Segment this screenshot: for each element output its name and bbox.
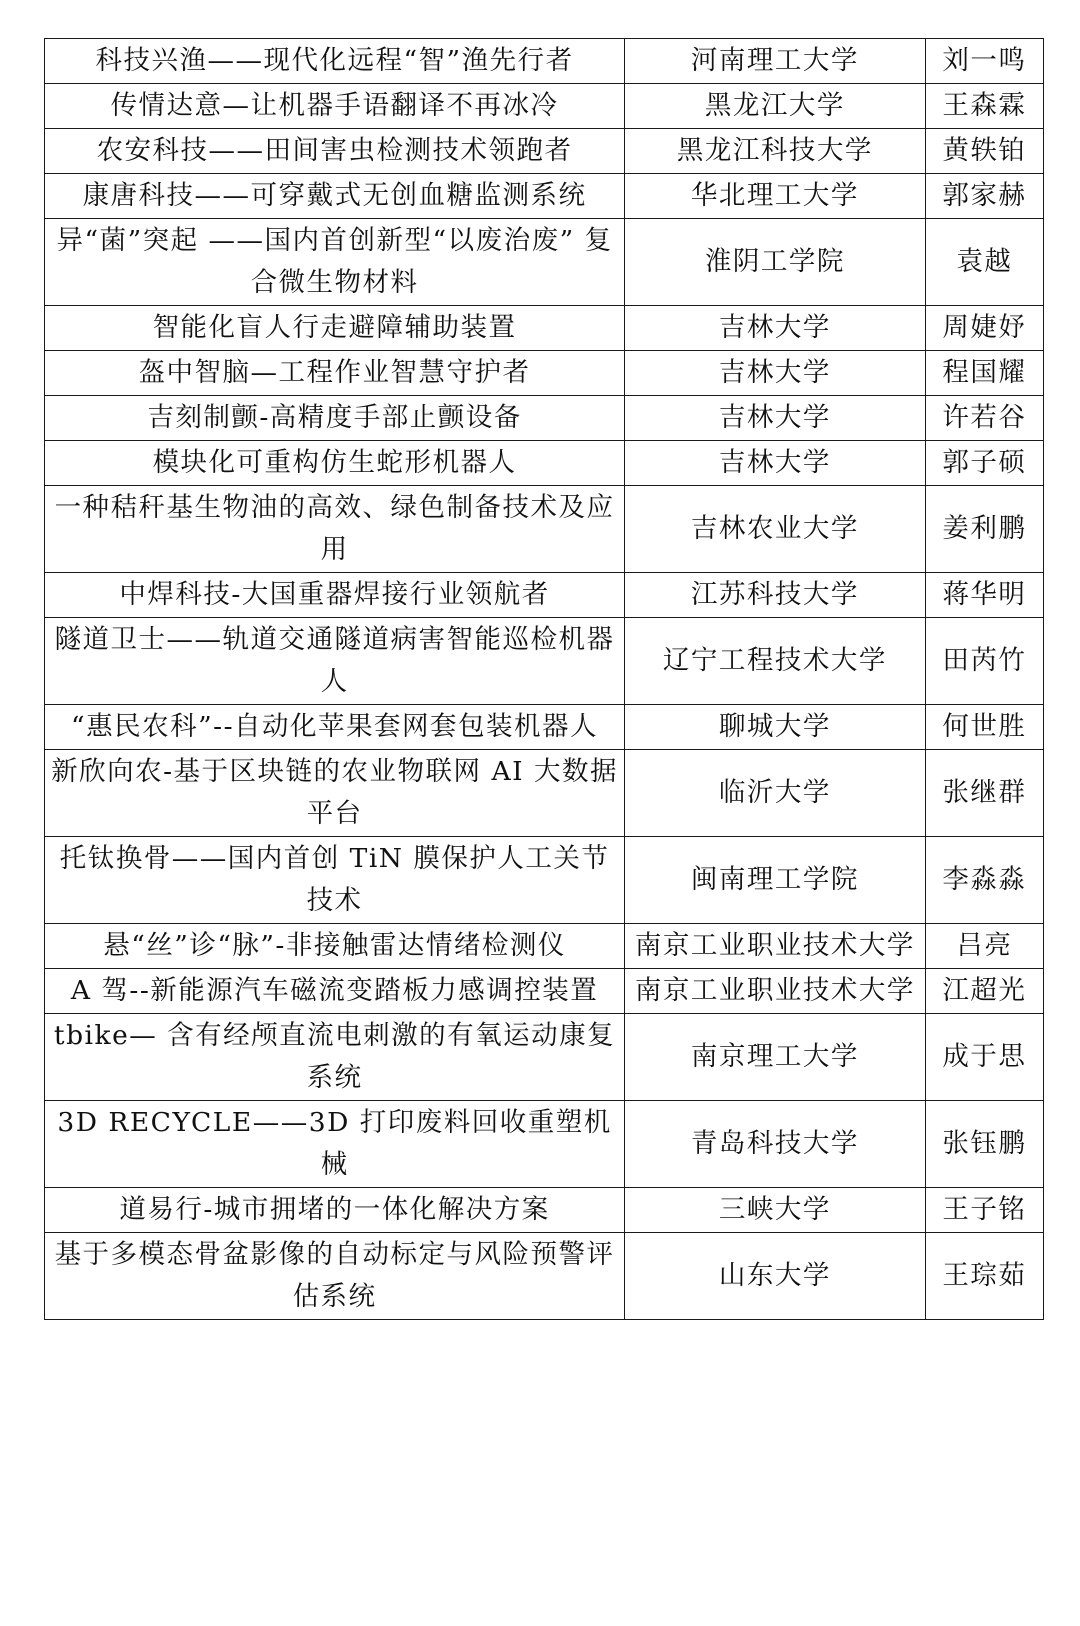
school-cell: 临沂大学 xyxy=(625,750,926,837)
school-cell: 淮阴工学院 xyxy=(625,219,926,306)
name-cell: 成于思 xyxy=(925,1014,1043,1101)
school-cell: 吉林大学 xyxy=(625,306,926,351)
name-cell: 刘一鸣 xyxy=(925,39,1043,84)
project-cell: 康唐科技——可穿戴式无创血糖监测系统 xyxy=(45,174,625,219)
project-cell: 新欣向农-基于区块链的农业物联网 AI 大数据平台 xyxy=(45,750,625,837)
table-row xyxy=(45,1014,1044,1101)
project-cell: 基于多模态骨盆影像的自动标定与风险预警评估系统 xyxy=(45,1233,625,1320)
project-cell: 盔中智脑—工程作业智慧守护者 xyxy=(45,351,625,396)
name-cell: 姜利鹏 xyxy=(925,486,1043,573)
school-cell: 三峡大学 xyxy=(625,1188,926,1233)
school-cell: 吉林农业大学 xyxy=(625,486,926,573)
name-cell: 蒋华明 xyxy=(925,573,1043,618)
school-cell: 南京理工大学 xyxy=(625,1014,926,1101)
project-cell: 托钛换骨——国内首创 TiN 膜保护人工关节技术 xyxy=(45,837,625,924)
project-cell: A 驾--新能源汽车磁流变踏板力感调控装置 xyxy=(45,969,625,1014)
table-row xyxy=(45,306,1044,351)
table-row xyxy=(45,618,1044,705)
name-cell: 程国耀 xyxy=(925,351,1043,396)
name-cell: 何世胜 xyxy=(925,705,1043,750)
table-row xyxy=(45,1233,1044,1320)
table-row xyxy=(45,219,1044,306)
school-cell: 华北理工大学 xyxy=(625,174,926,219)
school-cell: 青岛科技大学 xyxy=(625,1101,926,1188)
project-cell: 中焊科技-大国重器焊接行业领航者 xyxy=(45,573,625,618)
table-row xyxy=(45,396,1044,441)
table-row xyxy=(45,705,1044,750)
name-cell: 郭子硕 xyxy=(925,441,1043,486)
project-cell: 一种秸秆基生物油的高效、绿色制备技术及应用 xyxy=(45,486,625,573)
table-row xyxy=(45,924,1044,969)
table-row xyxy=(45,441,1044,486)
table-row xyxy=(45,39,1044,84)
name-cell: 张钰鹏 xyxy=(925,1101,1043,1188)
project-cell: 农安科技——田间害虫检测技术领跑者 xyxy=(45,129,625,174)
project-cell: 吉刻制颤-高精度手部止颤设备 xyxy=(45,396,625,441)
school-cell: 南京工业职业技术大学 xyxy=(625,924,926,969)
name-cell: 王琮茹 xyxy=(925,1233,1043,1320)
school-cell: 江苏科技大学 xyxy=(625,573,926,618)
table-row xyxy=(45,1188,1044,1233)
name-cell: 王森霖 xyxy=(925,84,1043,129)
school-cell: 吉林大学 xyxy=(625,396,926,441)
project-cell: 模块化可重构仿生蛇形机器人 xyxy=(45,441,625,486)
table-row xyxy=(45,129,1044,174)
project-cell: 3D RECYCLE——3D 打印废料回收重塑机械 xyxy=(45,1101,625,1188)
school-cell: 山东大学 xyxy=(625,1233,926,1320)
name-cell: 黄轶铂 xyxy=(925,129,1043,174)
table-row xyxy=(45,750,1044,837)
name-cell: 周婕妤 xyxy=(925,306,1043,351)
project-cell: 传情达意—让机器手语翻译不再冰冷 xyxy=(45,84,625,129)
school-cell: 河南理工大学 xyxy=(625,39,926,84)
table-row xyxy=(45,837,1044,924)
name-cell: 王子铭 xyxy=(925,1188,1043,1233)
table-row xyxy=(45,1101,1044,1188)
table-row xyxy=(45,969,1044,1014)
school-cell: 吉林大学 xyxy=(625,441,926,486)
table-row xyxy=(45,573,1044,618)
project-cell: 道易行-城市拥堵的一体化解决方案 xyxy=(45,1188,625,1233)
school-cell: 聊城大学 xyxy=(625,705,926,750)
school-cell: 黑龙江大学 xyxy=(625,84,926,129)
project-cell: tbike— 含有经颅直流电刺激的有氧运动康复系统 xyxy=(45,1014,625,1101)
school-cell: 南京工业职业技术大学 xyxy=(625,969,926,1014)
name-cell: 郭家赫 xyxy=(925,174,1043,219)
school-cell: 辽宁工程技术大学 xyxy=(625,618,926,705)
school-cell: 黑龙江科技大学 xyxy=(625,129,926,174)
name-cell: 张继群 xyxy=(925,750,1043,837)
project-cell: 异“菌”突起 ——国内首创新型“以废治废” 复合微生物材料 xyxy=(45,219,625,306)
name-cell: 袁越 xyxy=(925,219,1043,306)
name-cell: 田芮竹 xyxy=(925,618,1043,705)
project-cell: 科技兴渔——现代化远程“智”渔先行者 xyxy=(45,39,625,84)
name-cell: 江超光 xyxy=(925,969,1043,1014)
awards-table xyxy=(44,38,1044,1320)
name-cell: 许若谷 xyxy=(925,396,1043,441)
table-row xyxy=(45,351,1044,396)
name-cell: 吕亮 xyxy=(925,924,1043,969)
name-cell: 李淼淼 xyxy=(925,837,1043,924)
project-cell: “惠民农科”--自动化苹果套网套包装机器人 xyxy=(45,705,625,750)
school-cell: 吉林大学 xyxy=(625,351,926,396)
school-cell: 闽南理工学院 xyxy=(625,837,926,924)
project-cell: 悬“丝”诊“脉”-非接触雷达情绪检测仪 xyxy=(45,924,625,969)
table-row xyxy=(45,486,1044,573)
table-row xyxy=(45,174,1044,219)
project-cell: 智能化盲人行走避障辅助装置 xyxy=(45,306,625,351)
project-cell: 隧道卫士——轨道交通隧道病害智能巡检机器人 xyxy=(45,618,625,705)
table-row xyxy=(45,84,1044,129)
table-body xyxy=(45,39,1044,1320)
